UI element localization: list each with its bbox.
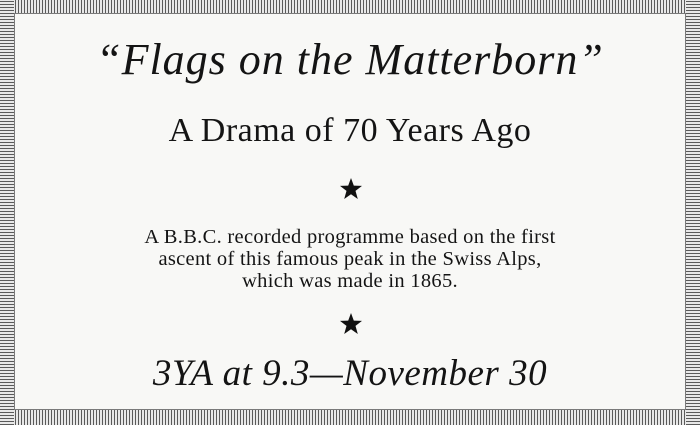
hatched-border-top <box>0 0 700 13</box>
program-subtitle: A Drama of 70 Years Ago <box>168 112 532 149</box>
program-description <box>0 226 700 292</box>
description-line: A B.B.C. recorded programme based on the first <box>144 226 556 248</box>
description-line: ascent of this famous peak in the Swiss Alps, <box>158 248 542 270</box>
star-icon <box>339 312 363 336</box>
star-icon <box>339 177 363 201</box>
program-title: “Flags on the Matterborn” <box>96 35 604 84</box>
hatched-border-bottom <box>0 410 700 425</box>
broadcast-schedule: 3YA at 9.3—November 30 <box>152 353 548 394</box>
description-line: which was made in 1865. <box>242 270 458 292</box>
